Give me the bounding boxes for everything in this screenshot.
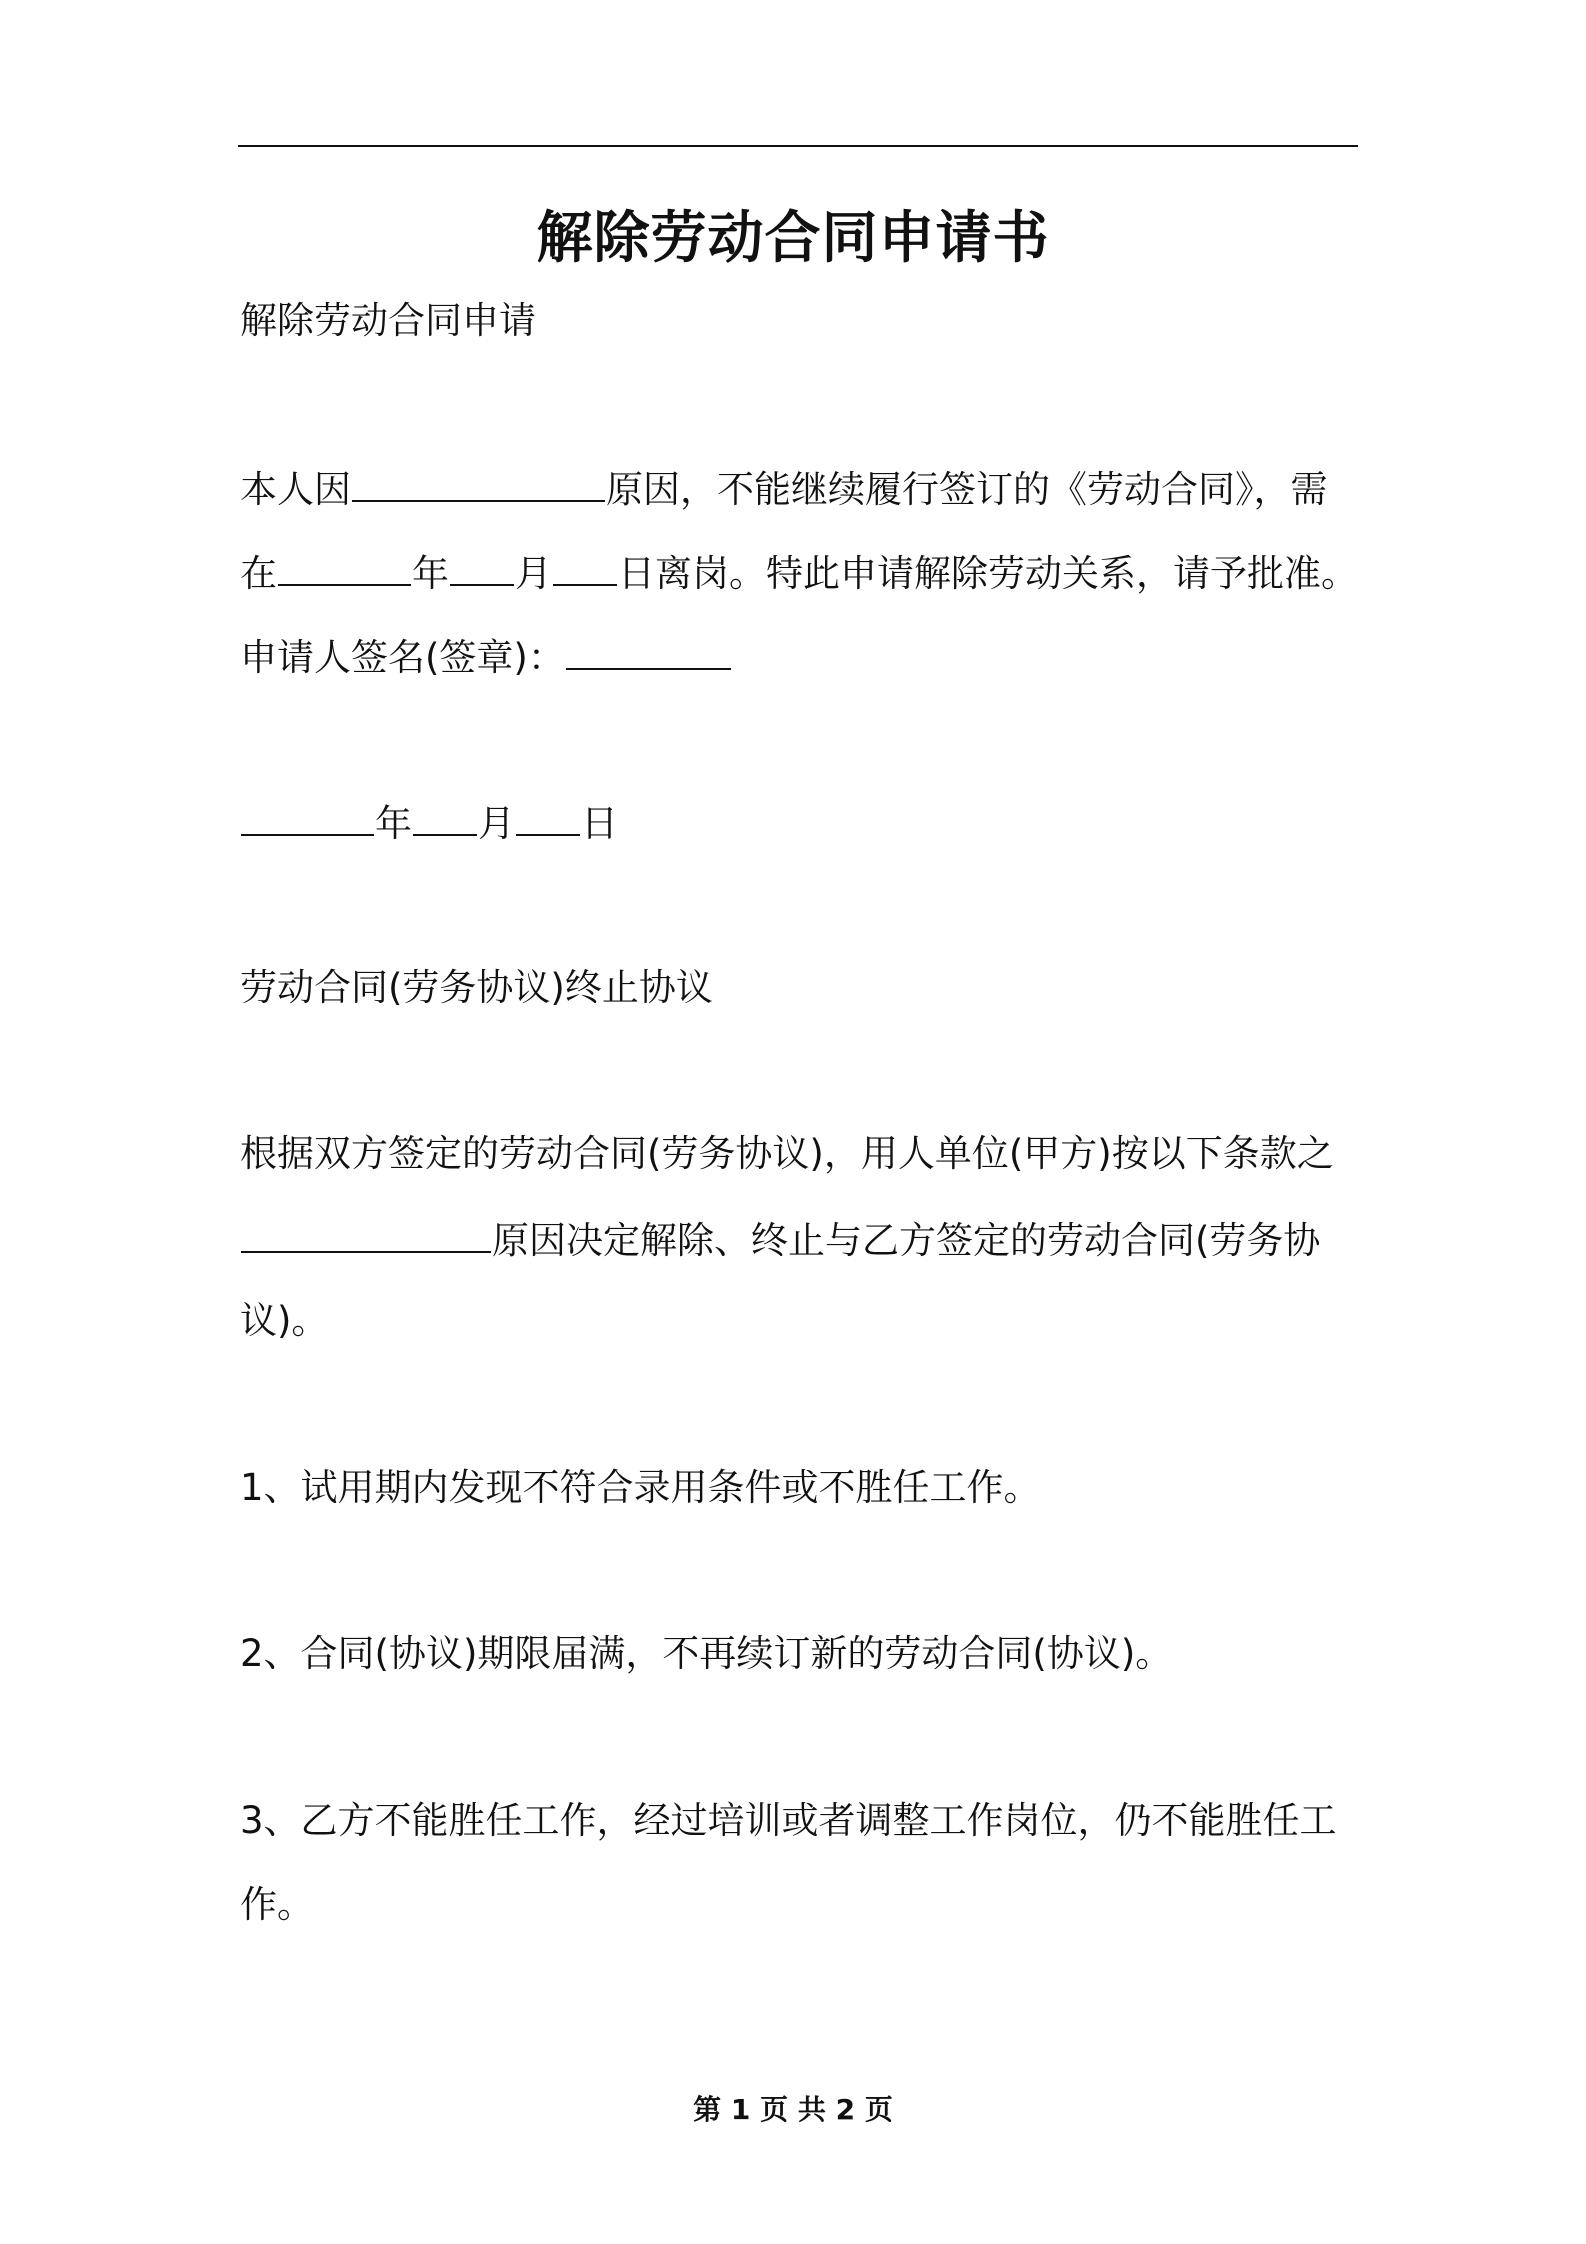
month-label: 月 <box>478 802 515 845</box>
subtitle: 解除劳动合同申请 <box>240 299 536 342</box>
date-line <box>240 796 618 849</box>
agreement-intro-line-3: 议)。 <box>240 1299 329 1342</box>
year-blank <box>278 546 411 586</box>
reason-blank <box>352 462 605 502</box>
clause-blank <box>241 1213 491 1253</box>
clause-1: 1、试用期内发现不符合录用条件或不胜任工作。 <box>240 1466 1041 1509</box>
clause-3-line-1: 3、乙方不能胜任工作，经过培训或者调整工作岗位，仍不能胜任工 <box>240 1799 1337 1842</box>
text: 原因，不能继续履行签订的《劳动合同》，需 <box>606 468 1328 511</box>
day-label: 日 <box>581 802 618 845</box>
text: 本人因 <box>240 468 351 511</box>
text: 日离岗。特此申请解除劳动关系，请予批准。 <box>618 552 1358 595</box>
application-line-2 <box>240 546 1358 599</box>
month-blank <box>413 796 477 836</box>
clause-3-line-2: 作。 <box>240 1883 314 1926</box>
header-rule <box>238 145 1358 147</box>
year-label: 年 <box>412 552 449 595</box>
document-title: 解除劳动合同申请书 <box>536 206 1050 271</box>
year-label: 年 <box>375 802 412 845</box>
day-blank <box>516 796 580 836</box>
agreement-intro-line-2 <box>240 1213 1320 1266</box>
application-line-1 <box>240 462 1328 515</box>
month-label: 月 <box>515 552 552 595</box>
agreement-intro-line-1: 根据双方签定的劳动合同(劳务协议)，用人单位(甲方)按以下条款之 <box>240 1132 1334 1175</box>
day-blank <box>553 546 617 586</box>
signature-blank <box>566 630 731 670</box>
text: 原因决定解除、终止与乙方签定的劳动合同(劳务协 <box>492 1219 1321 1262</box>
month-blank <box>450 546 514 586</box>
signature-label: 申请人签名(签章)： <box>240 636 565 679</box>
page-number: 第 1 页 共 2 页 <box>693 2093 893 2126</box>
year-blank <box>241 796 374 836</box>
text: 在 <box>240 552 277 595</box>
clause-2: 2、合同(协议)期限届满，不再续订新的劳动合同(协议)。 <box>240 1632 1173 1675</box>
signature-line <box>240 630 732 683</box>
agreement-heading: 劳动合同(劳务协议)终止协议 <box>240 966 713 1009</box>
